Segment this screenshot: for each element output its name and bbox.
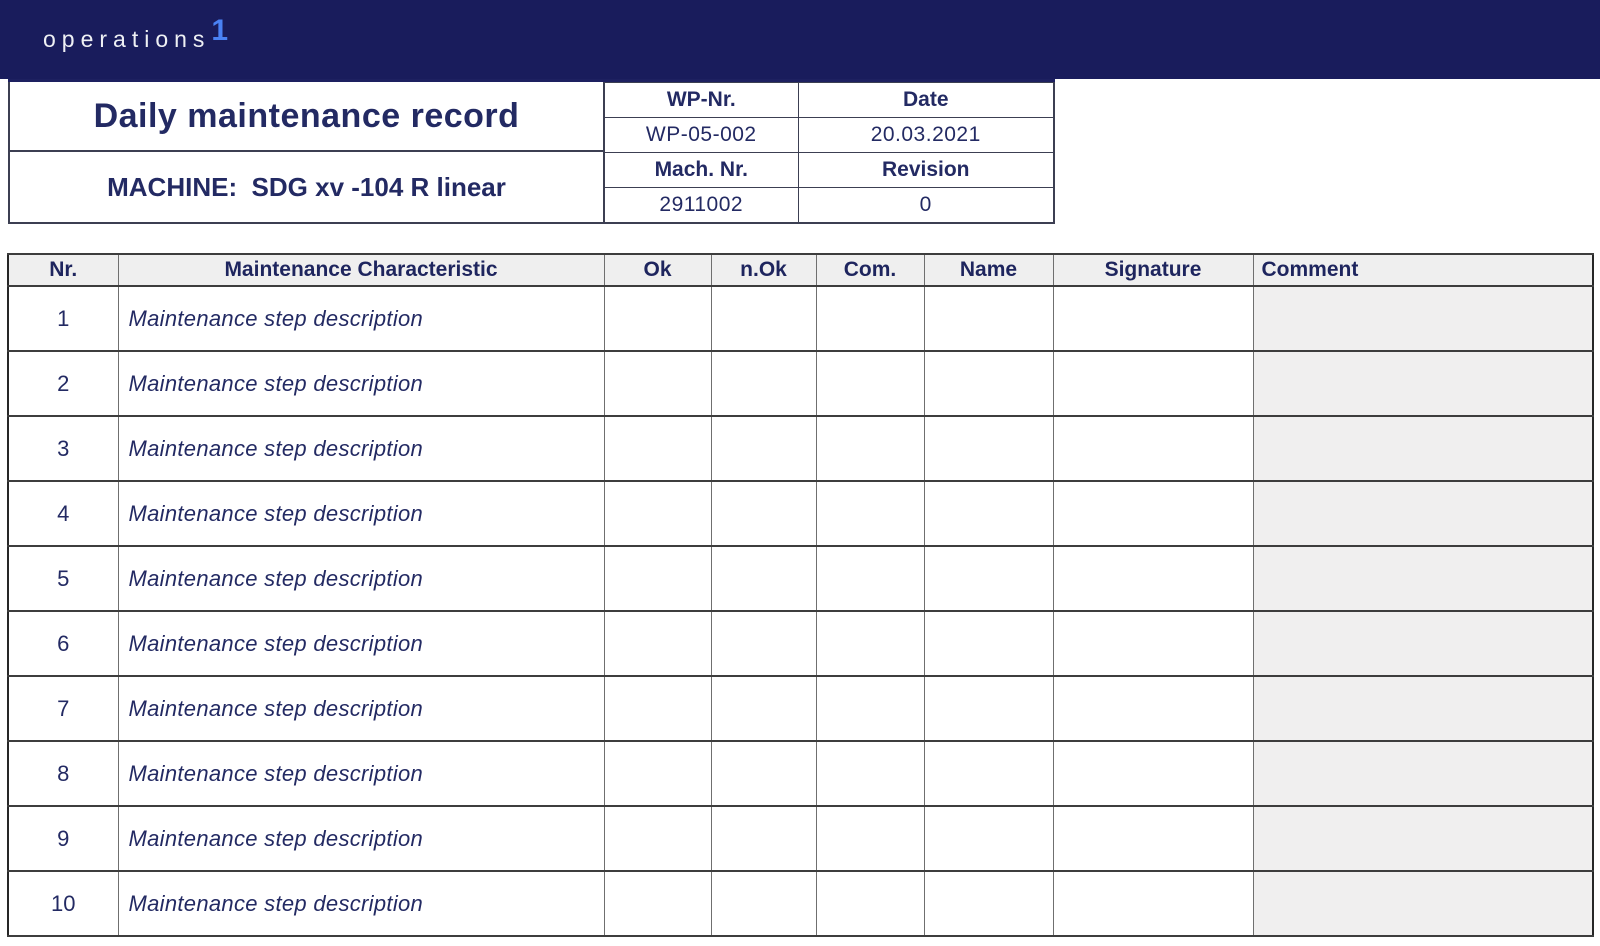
ok-cell[interactable] — [604, 611, 711, 676]
machine-row — [10, 152, 603, 222]
column-header-nok: n.Ok — [711, 254, 816, 286]
step-description-cell: Maintenance step description — [118, 481, 604, 546]
ok-cell[interactable] — [604, 416, 711, 481]
table-row — [604, 118, 1054, 153]
row-number-cell: 4 — [8, 481, 118, 546]
comment-cell[interactable] — [1253, 741, 1593, 806]
com-cell[interactable] — [816, 611, 924, 676]
column-header-nr: Nr. — [8, 254, 118, 286]
comment-cell[interactable] — [1253, 611, 1593, 676]
document-header — [8, 79, 1055, 224]
ok-cell[interactable] — [604, 351, 711, 416]
nok-cell[interactable] — [711, 806, 816, 871]
nok-cell[interactable] — [711, 481, 816, 546]
signature-cell[interactable] — [1053, 741, 1253, 806]
ok-cell[interactable] — [604, 286, 711, 351]
comment-cell[interactable] — [1253, 806, 1593, 871]
signature-cell[interactable] — [1053, 611, 1253, 676]
row-number-cell: 2 — [8, 351, 118, 416]
name-cell[interactable] — [924, 611, 1053, 676]
com-cell[interactable] — [816, 546, 924, 611]
step-description-cell: Maintenance step description — [118, 806, 604, 871]
date-label: Date — [798, 83, 1054, 118]
top-banner — [0, 0, 1600, 79]
name-cell[interactable] — [924, 286, 1053, 351]
table-row — [604, 188, 1054, 223]
signature-cell[interactable] — [1053, 416, 1253, 481]
com-cell[interactable] — [816, 481, 924, 546]
step-description-cell: Maintenance step description — [118, 351, 604, 416]
step-description-cell: Maintenance step description — [118, 611, 604, 676]
nok-cell[interactable] — [711, 351, 816, 416]
column-header-characteristic: Maintenance Characteristic — [118, 254, 604, 286]
ok-cell[interactable] — [604, 546, 711, 611]
wp-nr-label: WP-Nr. — [604, 83, 798, 118]
name-cell[interactable] — [924, 676, 1053, 741]
column-header-comment: Comment — [1253, 254, 1593, 286]
signature-cell[interactable] — [1053, 546, 1253, 611]
maintenance-table — [7, 253, 1594, 937]
mach-nr-label: Mach. Nr. — [604, 153, 798, 188]
table-row — [8, 871, 1593, 936]
name-cell[interactable] — [924, 741, 1053, 806]
signature-cell[interactable] — [1053, 871, 1253, 936]
document-title: Daily maintenance record — [93, 96, 520, 135]
step-description-cell: Maintenance step description — [118, 741, 604, 806]
table-row — [8, 416, 1593, 481]
signature-cell[interactable] — [1053, 351, 1253, 416]
com-cell[interactable] — [816, 806, 924, 871]
operations1-logo — [43, 0, 228, 79]
column-header-com: Com. — [816, 254, 924, 286]
row-number-cell: 9 — [8, 806, 118, 871]
ok-cell[interactable] — [604, 871, 711, 936]
logo-superscript-1: 1 — [211, 13, 229, 47]
wp-nr-value: WP-05-002 — [604, 118, 798, 153]
column-header-signature: Signature — [1053, 254, 1253, 286]
row-number-cell: 6 — [8, 611, 118, 676]
date-value: 20.03.2021 — [798, 118, 1054, 153]
nok-cell[interactable] — [711, 416, 816, 481]
step-description-cell: Maintenance step description — [118, 546, 604, 611]
table-row — [8, 741, 1593, 806]
ok-cell[interactable] — [604, 806, 711, 871]
title-block — [8, 82, 603, 224]
com-cell[interactable] — [816, 351, 924, 416]
step-description-cell: Maintenance step description — [118, 286, 604, 351]
document-info-table — [603, 82, 1055, 224]
step-description-cell: Maintenance step description — [118, 676, 604, 741]
name-cell[interactable] — [924, 481, 1053, 546]
table-row — [8, 611, 1593, 676]
logo-text: operations — [43, 26, 211, 52]
column-header-ok: Ok — [604, 254, 711, 286]
name-cell[interactable] — [924, 416, 1053, 481]
nok-cell[interactable] — [711, 871, 816, 936]
table-row — [8, 676, 1593, 741]
com-cell[interactable] — [816, 741, 924, 806]
comment-cell[interactable] — [1253, 416, 1593, 481]
table-header-row — [8, 254, 1593, 286]
com-cell[interactable] — [816, 871, 924, 936]
comment-cell[interactable] — [1253, 351, 1593, 416]
table-row — [8, 806, 1593, 871]
revision-label: Revision — [798, 153, 1054, 188]
comment-cell[interactable] — [1253, 286, 1593, 351]
column-header-name: Name — [924, 254, 1053, 286]
com-cell[interactable] — [816, 416, 924, 481]
nok-cell[interactable] — [711, 676, 816, 741]
row-number-cell: 1 — [8, 286, 118, 351]
table-row — [8, 546, 1593, 611]
name-cell[interactable] — [924, 871, 1053, 936]
name-cell[interactable] — [924, 351, 1053, 416]
title-row — [10, 82, 603, 152]
com-cell[interactable] — [816, 676, 924, 741]
table-row — [8, 351, 1593, 416]
signature-cell[interactable] — [1053, 481, 1253, 546]
comment-cell[interactable] — [1253, 676, 1593, 741]
ok-cell[interactable] — [604, 481, 711, 546]
row-number-cell: 10 — [8, 871, 118, 936]
name-cell[interactable] — [924, 546, 1053, 611]
mach-nr-value: 2911002 — [604, 188, 798, 223]
row-number-cell: 7 — [8, 676, 118, 741]
row-number-cell: 5 — [8, 546, 118, 611]
row-number-cell: 8 — [8, 741, 118, 806]
revision-value: 0 — [798, 188, 1054, 223]
row-number-cell: 3 — [8, 416, 118, 481]
ok-cell[interactable] — [604, 676, 711, 741]
table-row — [604, 83, 1054, 118]
nok-cell[interactable] — [711, 741, 816, 806]
nok-cell[interactable] — [711, 286, 816, 351]
step-description-cell: Maintenance step description — [118, 871, 604, 936]
table-row — [604, 153, 1054, 188]
name-cell[interactable] — [924, 806, 1053, 871]
nok-cell[interactable] — [711, 611, 816, 676]
comment-cell[interactable] — [1253, 481, 1593, 546]
table-row — [8, 481, 1593, 546]
ok-cell[interactable] — [604, 741, 711, 806]
signature-cell[interactable] — [1053, 286, 1253, 351]
nok-cell[interactable] — [711, 546, 816, 611]
comment-cell[interactable] — [1253, 871, 1593, 936]
step-description-cell: Maintenance step description — [118, 416, 604, 481]
signature-cell[interactable] — [1053, 806, 1253, 871]
table-row — [8, 286, 1593, 351]
signature-cell[interactable] — [1053, 676, 1253, 741]
com-cell[interactable] — [816, 286, 924, 351]
machine-label: MACHINE: SDG xv -104 R linear — [107, 171, 506, 202]
comment-cell[interactable] — [1253, 546, 1593, 611]
